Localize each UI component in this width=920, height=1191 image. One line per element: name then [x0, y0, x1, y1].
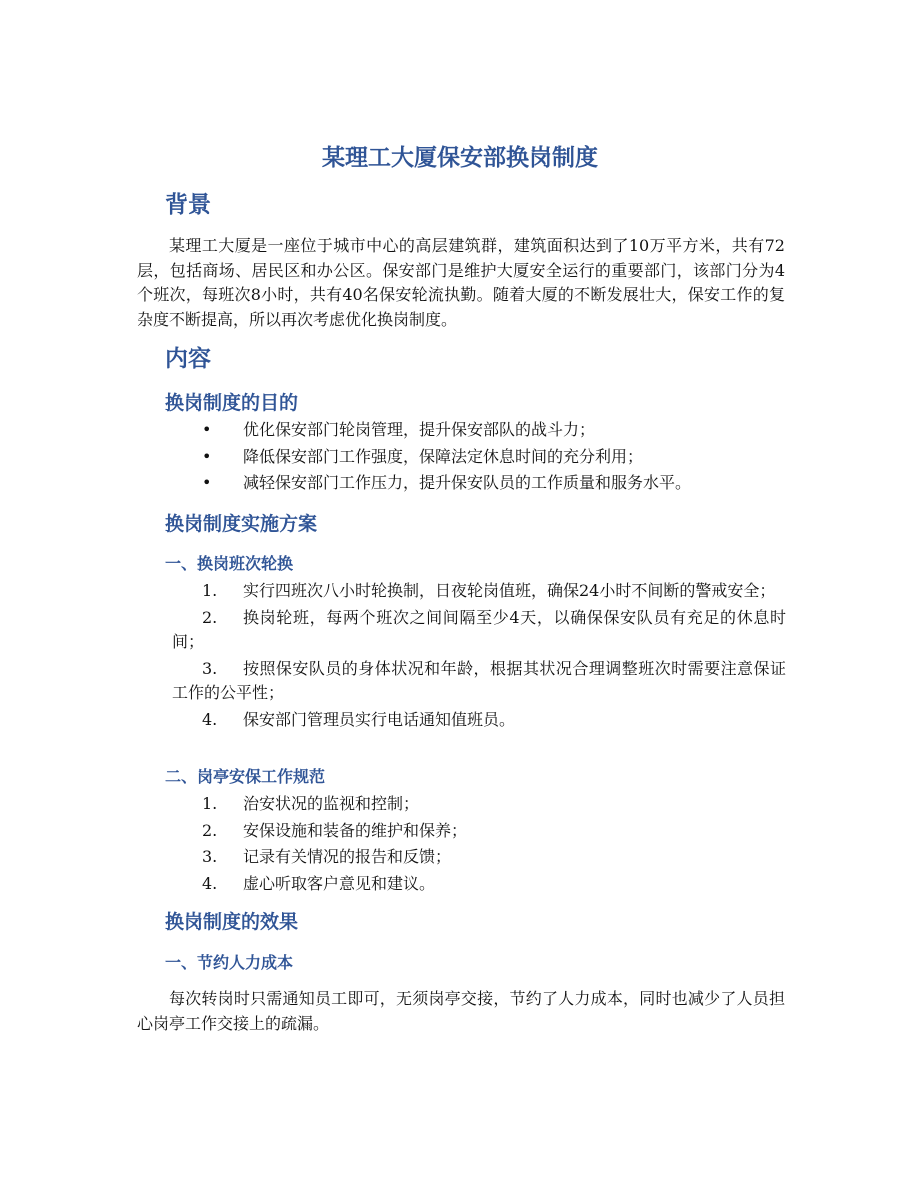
list-number: 3. [202, 658, 218, 678]
booth-rules-item-text: 记录有关情况的报告和反馈； [243, 847, 452, 866]
document-title: 某理工大厦保安部换岗制度 [322, 145, 598, 171]
list-number: 1. [202, 581, 218, 600]
booth-rules-item-text: 安保设施和装备的维护和保养； [243, 820, 468, 840]
list-number: 4. [202, 873, 218, 893]
list-item [172, 606, 786, 655]
purpose-item-text: 减轻保安部门工作压力，提升保安队员的工作质量和服务水平。 [243, 473, 692, 492]
booth-rules-list [172, 791, 786, 897]
list-number: 4. [202, 709, 218, 729]
list-item [172, 871, 786, 898]
booth-rules-item-text: 虚心听取客户意见和建议。 [243, 873, 436, 893]
background-paragraph: 某理工大厦是一座位于城市中心的高层建筑群，建筑面积达到了10万平方米，共有72层，包括商场、居民区和办公区。保安部门是维护大厦安全运行的重要部门，该部门分为4个班次，每班次8小时，共有40名保安轮流执勤。随着大厦的不断发展壮大，保安工作的复杂度不断提高，所以再次考虑优化换岗制度。 [137, 236, 785, 329]
shift-rotation-item-text: 按照保安队员的身体状况和年龄，根据其状况合理调整班次时需要注意保证工作的公平性； [172, 658, 786, 702]
list-number: 1. [202, 794, 218, 813]
heading-plan: 换岗制度实施方案 [165, 513, 318, 535]
heading-shift-rotation: 一、换岗班次轮换 [165, 554, 294, 573]
list-item [172, 818, 786, 845]
purpose-item-text: 优化保安部门轮岗管理，提升保安部队的战斗力； [243, 420, 596, 439]
shift-rotation-item-text: 换岗轮班，每两个班次之间间隔至少4天，以确保保安队员有充足的休息时间； [172, 607, 786, 651]
shift-rotation-item-text: 实行四班次八小时轮换制，日夜轮岗值班，确保24小时不间断的警戒安全； [243, 581, 776, 600]
list-number: 2. [202, 820, 218, 840]
heading-content: 内容 [165, 346, 211, 372]
bullet-marker: • [202, 446, 212, 466]
list-item [172, 657, 786, 706]
heading-purpose: 换岗制度的目的 [165, 392, 299, 414]
shift-rotation-item-text: 保安部门管理员实行电话通知值班员。 [243, 709, 516, 729]
booth-rules-item-text: 治安状况的监视和控制； [243, 794, 420, 813]
list-item [172, 844, 786, 871]
list-number: 3. [202, 847, 218, 866]
list-item [172, 708, 786, 733]
heading-background: 背景 [165, 192, 211, 218]
heading-effects: 换岗制度的效果 [165, 911, 299, 933]
purpose-item-text: 降低保安部门工作强度，保障法定休息时间的充分利用； [243, 446, 644, 466]
heading-booth-rules: 二、岗亭安保工作规范 [165, 767, 326, 786]
list-number: 2. [202, 607, 218, 627]
heading-save-labor: 一、节约人力成本 [165, 953, 294, 972]
list-item [172, 579, 786, 604]
list-item [172, 791, 786, 818]
bullet-marker: • [202, 420, 212, 439]
shift-rotation-list [172, 579, 786, 732]
bullet-marker: • [202, 473, 212, 492]
save-labor-paragraph: 每次转岗时只需通知员工即可，无须岗亭交接，节约了人力成本，同时也减少了人员担心岗亭工作交接上的疏漏。 [137, 989, 785, 1033]
